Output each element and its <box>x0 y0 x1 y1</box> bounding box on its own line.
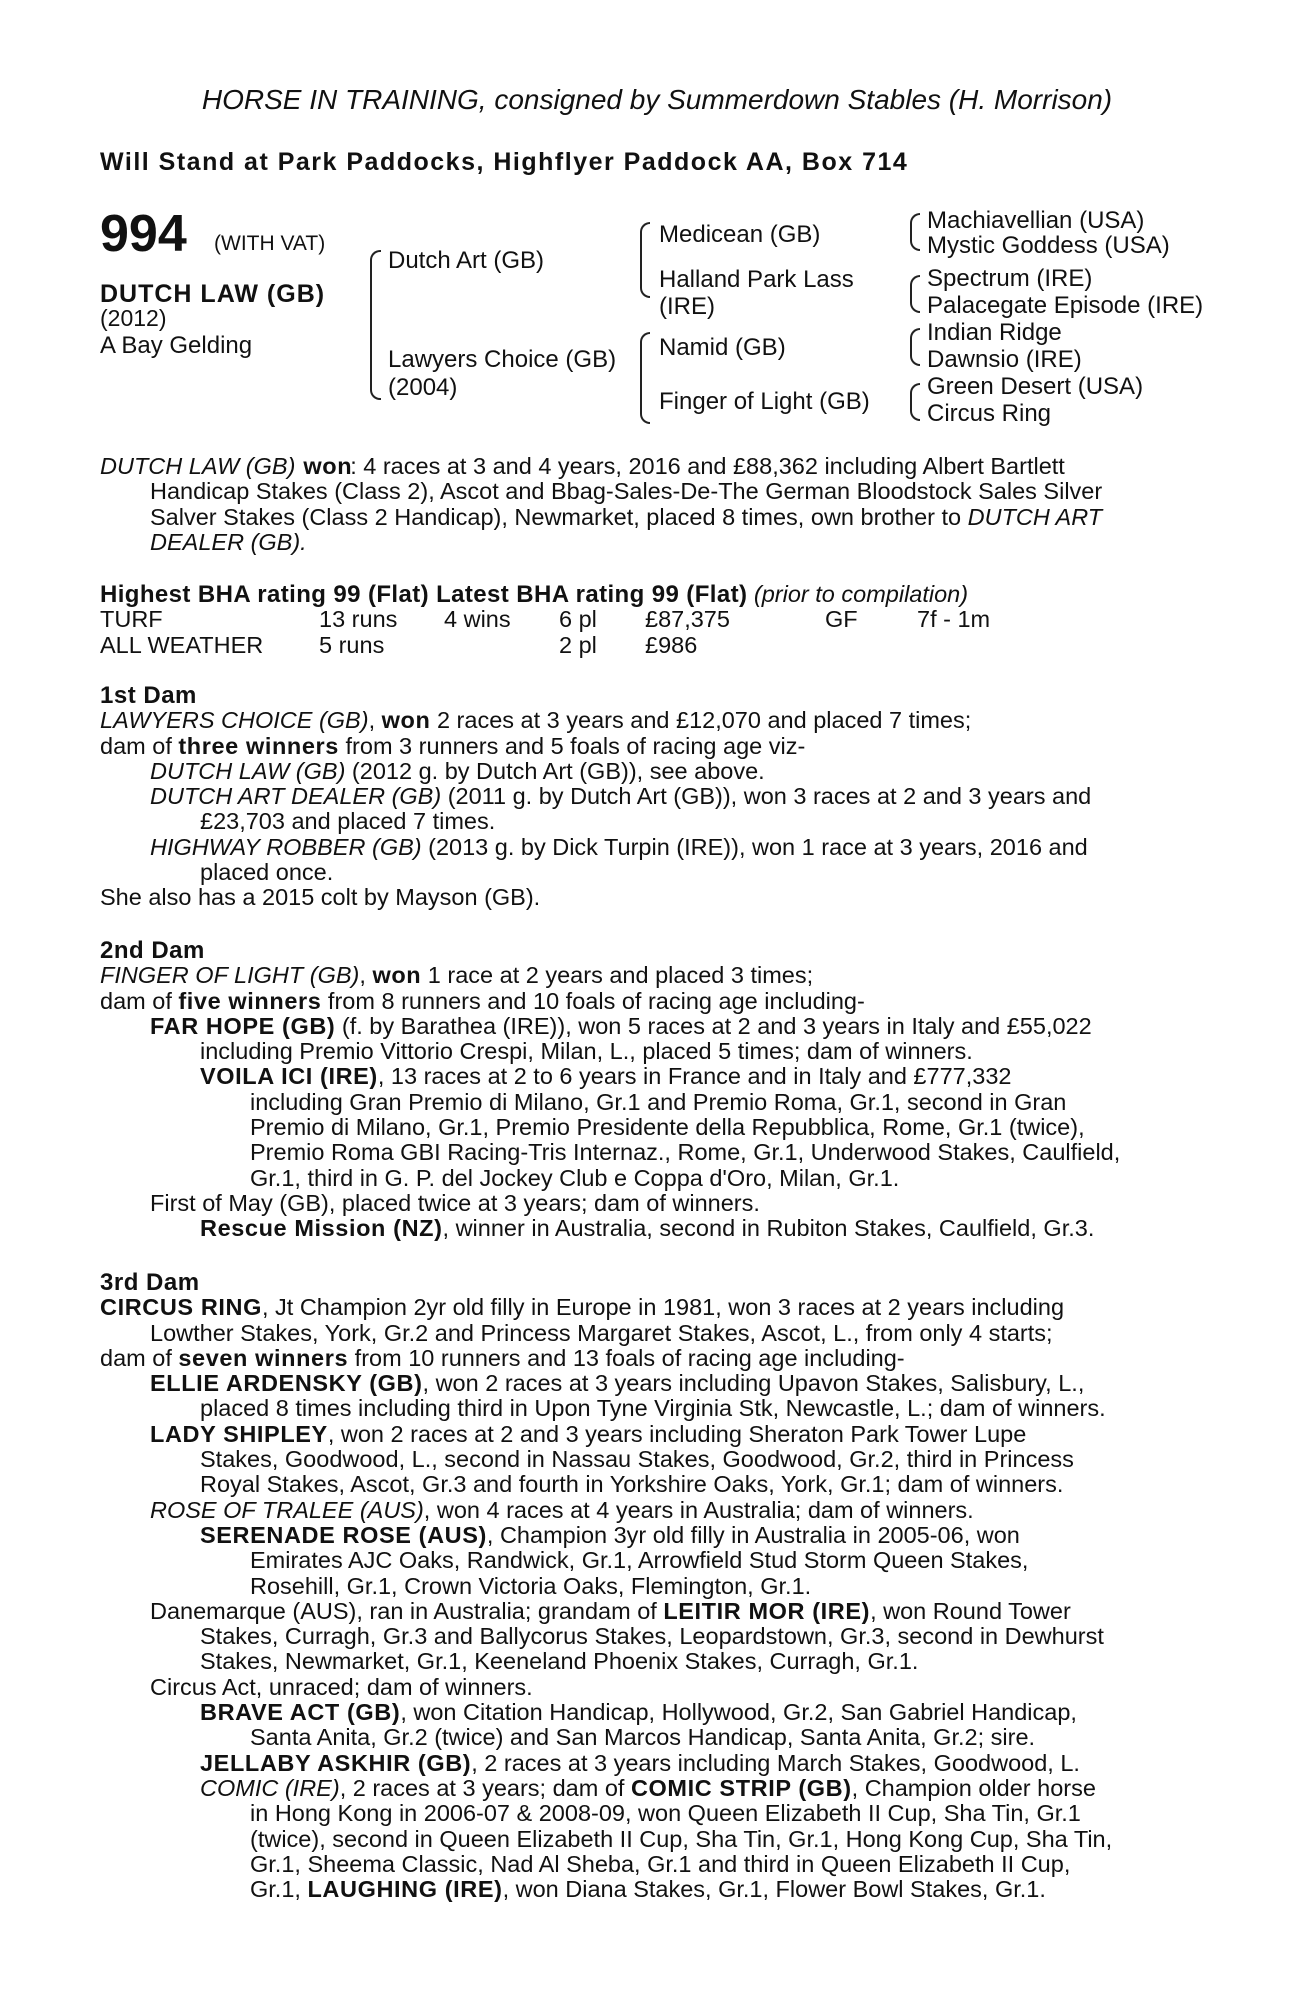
third-dam-text1: , Jt Champion 2yr old filly in Europe in 1981, won 3 races at 2 years including <box>261 1294 1065 1321</box>
stats-surface: ALL WEATHER <box>100 631 264 658</box>
progeny-serenade-rose-text2: Emirates AJC Oaks, Randwick, Gr.1, Arrowfield Stud Storm Queen Stakes, <box>250 1547 1029 1574</box>
progeny-brave-act: BRAVE ACT (GB) <box>200 1699 401 1726</box>
first-dam-name: LAWYERS CHOICE (GB) <box>100 707 369 734</box>
pedigree-g8: Circus Ring <box>927 400 1052 427</box>
progeny-lady-shipley-text1: , won 2 races at 2 and 3 years including Sheraton Park Tower Lupe <box>327 1420 1027 1447</box>
stats-distance <box>917 633 990 658</box>
progeny-voila-ici-text2: including Gran Premio di Milano, Gr.1 and Premio Roma, Gr.1, second in Gran <box>250 1088 1067 1115</box>
pedigree-brace-dam <box>640 332 650 424</box>
progeny-rescue-mission: Rescue Mission (NZ) <box>200 1215 443 1242</box>
progeny-lady-shipley-text2: Stakes, Goodwood, L., second in Nassau Stakes, Goodwood, Gr.2, third in Princess <box>200 1446 1074 1473</box>
second-dam-text2c: from 8 runners and 10 foals of racing age including- <box>321 987 865 1014</box>
first-dam-title: 1st Dam <box>100 682 197 709</box>
stats-distance: 7f - 1m <box>917 606 991 633</box>
third-dam-name: CIRCUS RING <box>100 1294 262 1321</box>
progeny-voila-ici-text3: Premio di Milano, Gr.1, Premio Presidente della Repubblica, Rome, Gr.1 (twice), <box>250 1114 1085 1141</box>
progeny-first-of-may: First of May (GB), placed twice at 3 years; dam of winners. <box>150 1189 760 1216</box>
pedigree-g3: Spectrum (IRE) <box>927 265 1093 292</box>
stats-wins: 4 wins <box>444 606 511 633</box>
progeny-rose-of-tralee-text: , won 4 races at 4 years in Australia; dam of winners. <box>423 1496 974 1523</box>
second-dam-name: FINGER OF LIGHT (GB) <box>100 962 360 989</box>
stats-earnings: £87,375 <box>645 606 730 633</box>
progeny-rose-of-tralee: ROSE OF TRALEE (AUS) <box>150 1496 424 1523</box>
progeny-rescue-mission-text: , winner in Australia, second in Rubiton Stakes, Caulfield, Gr.3. <box>442 1215 1095 1242</box>
pedigree-sire-sire: Medicean (GB) <box>659 221 821 248</box>
progeny-ellie-ardensky-text2: placed 8 times including third in Upon Tyne Virginia Stk, Newcastle, L.; dam of winners. <box>200 1395 1106 1422</box>
pedigree-sire-dam-country: (IRE) <box>659 293 715 320</box>
vat-note: (WITH VAT) <box>214 232 326 255</box>
pedigree-brace-g2 <box>910 275 920 313</box>
stats-surface: TURF <box>100 606 163 633</box>
progeny-dutch-law: DUTCH LAW (GB) <box>150 757 346 784</box>
summary-line3a: Salver Stakes (Class 2 Handicap), Newmarket, placed 8 times, own brother to <box>150 503 968 530</box>
progeny-comic-text2: in Hong Kong in 2006-07 & 2008-09, won Queen Elizabeth II Cup, Sha Tin, Gr.1 <box>250 1800 1081 1827</box>
progeny-lady-shipley: LADY SHIPLEY <box>150 1420 328 1447</box>
pedigree-g7: Green Desert (USA) <box>927 373 1144 400</box>
pedigree-brace-sire <box>640 222 650 298</box>
stats-going <box>825 633 917 658</box>
progeny-dutch-law-text: (2012 g. by Dutch Art (GB)), see above. <box>345 757 765 784</box>
progeny-laughing: LAUGHING (IRE) <box>307 1876 503 1903</box>
progeny-far-hope: FAR HOPE (GB) <box>150 1012 336 1039</box>
stats-row-all-weather <box>100 633 990 658</box>
pedigree-g2: Mystic Goddess (USA) <box>927 232 1170 259</box>
progeny-dutch-art-dealer-text2: £23,703 and placed 7 times. <box>200 808 496 835</box>
pedigree-g1: Machiavellian (USA) <box>927 207 1145 234</box>
stats-wins <box>444 633 559 658</box>
progeny-highway-robber: HIGHWAY ROBBER (GB) <box>150 833 422 860</box>
stats-runs: 13 runs <box>319 606 398 633</box>
race-summary <box>100 454 1208 555</box>
second-dam-text1: 1 race at 2 years and placed 3 times; <box>421 962 814 989</box>
progeny-comic-text5b: , won Diana Stakes, Gr.1, Flower Bowl Stakes, Gr.1. <box>502 1876 1046 1903</box>
progeny-comic-strip: COMIC STRIP (GB) <box>630 1774 852 1801</box>
summary-won: won <box>303 453 353 479</box>
progeny-serenade-rose-text1: , Champion 3yr old filly in Australia in 2005-06, won <box>486 1521 1020 1548</box>
progeny-leitir-mor: LEITIR MOR (IRE) <box>663 1597 871 1624</box>
progeny-voila-ici-text1: , 13 races at 2 to 6 years in France and in Italy and £777,332 <box>377 1063 1012 1090</box>
pedigree-g6: Dawnsio (IRE) <box>927 346 1082 373</box>
summary-horse-name: DUTCH LAW (GB) <box>100 453 296 479</box>
pedigree-brace-g3 <box>910 328 920 366</box>
progeny-comic-text3: (twice), second in Queen Elizabeth II Cup, Sha Tin, Gr.1, Hong Kong Cup, Sha Tin, <box>250 1825 1113 1852</box>
progeny-circus-act: Circus Act, unraced; dam of winners. <box>150 1673 533 1700</box>
pedigree-sire: Dutch Art (GB) <box>388 247 545 274</box>
progeny-highway-robber-text: (2013 g. by Dick Turpin (IRE)), won 1 race at 3 years, 2016 and <box>421 833 1088 860</box>
progeny-comic-text1a: , 2 races at 3 years; dam of <box>339 1774 631 1801</box>
stats-earnings: £986 <box>645 631 698 658</box>
progeny-far-hope-text2: including Premio Vittorio Crespi, Milan, L., placed 5 times; dam of winners. <box>200 1038 973 1065</box>
first-dam-text2c: from 3 runners and 5 foals of racing age viz- <box>338 732 806 759</box>
progeny-jellaby-askhir-text: , 2 races at 3 years including March Stakes, Goodwood, L. <box>471 1749 1080 1776</box>
third-dam-text3c: from 10 runners and 13 foals of racing age including- <box>348 1344 905 1371</box>
first-dam-text2a: dam of <box>100 732 179 759</box>
progeny-far-hope-text1: (f. by Barathea (IRE)), won 5 races at 2 and 3 years in Italy and £55,022 <box>335 1012 1092 1039</box>
progeny-danemarque-text3: Stakes, Newmarket, Gr.1, Keeneland Phoenix Stakes, Curragh, Gr.1. <box>200 1648 919 1675</box>
progeny-comic-text5a: Gr.1, <box>250 1876 308 1903</box>
progeny-dutch-art-dealer: DUTCH ART DEALER (GB) <box>150 783 442 810</box>
pedigree-brace-main <box>370 250 381 400</box>
pedigree-g4: Palacegate Episode (IRE) <box>927 292 1204 319</box>
pedigree-brace-g4 <box>910 383 920 421</box>
second-dam-title: 2nd Dam <box>100 937 205 964</box>
rating-note: (prior to compilation) <box>753 581 969 607</box>
summary-line4: DEALER (GB). <box>150 528 307 555</box>
horse-name: DUTCH LAW (GB) <box>100 280 326 308</box>
first-dam-text1: 2 races at 3 years and £12,070 and placed 7 times; <box>430 707 972 734</box>
second-dam-text2a: dam of <box>100 987 179 1014</box>
lot-number: 994 <box>100 205 187 263</box>
progeny-dutch-art-dealer-text: (2011 g. by Dutch Art (GB)), won 3 races at 2 and 3 years and <box>441 783 1092 810</box>
pedigree-dam-dam: Finger of Light (GB) <box>659 388 870 415</box>
progeny-lady-shipley-text3: Royal Stakes, Ascot, Gr.3 and fourth in Yorkshire Oaks, York, Gr.1; dam of winners. <box>200 1471 1064 1498</box>
first-dam-section: 1st Dam LAWYERS CHOICE (GB), won 2 races at 3 years and £12,070 and placed 7 times; dam of three winners from 3 runners and 5 foals of racing age viz- DUTCH LAW (GB) (2012 g. by Dutch Art (GB)), see above. DUTCH ART DEALER (GB) (2011 g. by Dutch Art (GB)), won 3 races at 2 and 3 years and £23,703 and placed 7 times. HIGHWAY ROBBER (GB) (2013 g. by Dick Turpin (IRE)), won 1 race at 3 years, 2016 and placed once. She also has a 2015 colt by Mayson (GB). <box>100 683 1208 911</box>
stats-placed: 6 pl <box>559 606 597 633</box>
first-dam-winners: three winners <box>178 732 339 759</box>
second-dam-section: 2nd Dam FINGER OF LIGHT (GB), won 1 race at 2 years and placed 3 times; dam of five winners from 8 runners and 10 foals of racing age including- FAR HOPE (GB) (f. by Barathea (IRE)), won 5 races at 2 and 3 years in Italy and £55,022 including Premio Vittorio Crespi, Milan, L., placed 5 times; dam of winners. VOILA ICI (IRE), 13 races at 2 to 6 years in France and in Italy and £777,332 including Gran Premio di Milano, Gr.1 and Premio Roma, Gr.1, second in Gran Premio di Milano, Gr.1, Premio Presidente della Repubblica, Rome, Gr.1 (twice), Premio Roma GBI Racing-Tris Internaz., Rome, Gr.1, Underwood Stakes, Caulfield, Gr.1, third in G. P. del Jockey Club e Coppa d'Oro, Milan, Gr.1. First of May (GB), placed twice at 3 years; dam of winners. Rescue Mission (NZ), winner in Australia, second in Rubiton Stakes, Caulfield, Gr.3. <box>100 938 1208 1242</box>
stats-placed: 2 pl <box>559 631 597 658</box>
progeny-highway-robber-text2: placed once. <box>200 859 334 886</box>
rating-block <box>100 582 1208 658</box>
stable-location: Will Stand at Park Paddocks, Highflyer Paddock AA, Box 714 <box>100 148 909 176</box>
stats-going: GF <box>825 606 858 633</box>
horse-description: A Bay Gelding <box>100 332 253 359</box>
catalogue-heading: HORSE IN TRAINING, consigned by Summerdown Stables (H. Morrison) <box>201 84 1113 115</box>
bha-rating: Highest BHA rating 99 (Flat) Latest BHA rating 99 (Flat) <box>100 581 748 608</box>
summary-line2: Handicap Stakes (Class 2), Ascot and Bbag-Sales-De-The German Bloodstock Sales Silver <box>150 478 1103 505</box>
stats-row-turf <box>100 607 990 632</box>
pedigree-dam-sire: Namid (GB) <box>659 334 786 361</box>
progeny-brave-act-text1: , won Citation Handicap, Hollywood, Gr.2, San Gabriel Handicap, <box>400 1699 1077 1726</box>
progeny-danemarque-text1a: Danemarque (AUS), ran in Australia; grandam of <box>150 1597 664 1624</box>
race-stats-table <box>100 607 990 658</box>
summary-line3b: DUTCH ART <box>967 503 1103 530</box>
progeny-danemarque-text1b: , won Round Tower <box>870 1597 1071 1624</box>
stats-runs: 5 runs <box>319 631 385 658</box>
progeny-danemarque-text2: Stakes, Curragh, Gr.3 and Ballycorus Stakes, Leopardstown, Gr.3, second in Dewhurst <box>200 1623 1104 1650</box>
progeny-ellie-ardensky-text1: , won 2 races at 3 years including Upavon Stakes, Salisbury, L., <box>422 1370 1085 1397</box>
progeny-voila-ici: VOILA ICI (IRE) <box>200 1063 378 1090</box>
progeny-voila-ici-text4: Premio Roma GBI Racing-Tris Internaz., Rome, Gr.1, Underwood Stakes, Caulfield, <box>250 1139 1121 1166</box>
third-dam-title: 3rd Dam <box>100 1269 200 1296</box>
progeny-serenade-rose: SERENADE ROSE (AUS) <box>200 1521 487 1548</box>
pedigree-dam-year: (2004) <box>388 374 458 401</box>
progeny-brave-act-text2: Santa Anita, Gr.2 (twice) and San Marcos Handicap, Santa Anita, Gr.2; sire. <box>250 1724 1036 1751</box>
second-dam-won: won <box>372 962 422 989</box>
progeny-comic-text1b: , Champion older horse <box>851 1774 1096 1801</box>
horse-year: (2012) <box>100 305 167 331</box>
third-dam-section <box>100 1270 1208 1902</box>
pedigree-brace-g1 <box>910 213 920 251</box>
pedigree-g5: Indian Ridge <box>927 319 1062 346</box>
progeny-voila-ici-text5: Gr.1, third in G. P. del Jockey Club e Coppa d'Oro, Milan, Gr.1. <box>250 1164 900 1191</box>
summary-line1: : 4 races at 3 and 4 years, 2016 and £88,362 including Albert Bartlett <box>350 453 1065 479</box>
second-dam-winners: five winners <box>178 987 322 1014</box>
progeny-comic: COMIC (IRE) <box>200 1774 340 1801</box>
progeny-comic-text4: Gr.1, Sheema Classic, Nad Al Sheba, Gr.1 and third in Queen Elizabeth II Cup, <box>250 1850 1071 1877</box>
progeny-jellaby-askhir: JELLABY ASKHIR (GB) <box>200 1749 472 1776</box>
third-dam-text2: Lowther Stakes, York, Gr.2 and Princess Margaret Stakes, Ascot, L., from only 4 starts; <box>150 1319 1053 1346</box>
progeny-serenade-rose-text3: Rosehill, Gr.1, Crown Victoria Oaks, Flemington, Gr.1. <box>250 1572 812 1599</box>
progeny-ellie-ardensky: ELLIE ARDENSKY (GB) <box>150 1370 423 1397</box>
first-dam-also: She also has a 2015 colt by Mayson (GB). <box>100 884 541 911</box>
pedigree-dam: Lawyers Choice (GB) <box>388 346 617 373</box>
third-dam-text3a: dam of <box>100 1344 179 1371</box>
first-dam-won: won <box>381 707 431 734</box>
third-dam-winners: seven winners <box>178 1344 349 1371</box>
pedigree-sire-dam: Halland Park Lass <box>659 266 854 293</box>
